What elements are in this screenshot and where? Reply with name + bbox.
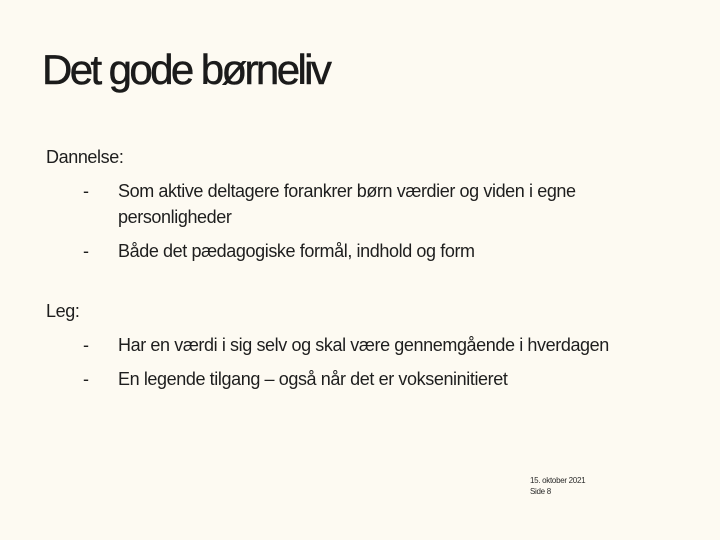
dash-bullet-icon: - xyxy=(83,241,89,261)
list-item xyxy=(46,332,686,358)
list-item-text: Både det pædagogiske formål, indhold og form xyxy=(118,241,475,261)
list-item xyxy=(46,366,686,392)
footer-date: 15. oktober 2021 xyxy=(530,476,586,485)
list-item xyxy=(46,238,686,264)
section-heading: Dannelse: xyxy=(46,147,124,167)
list-item-text: Har en værdi i sig selv og skal være gennemgående i hverdagen xyxy=(118,335,609,355)
section-leg xyxy=(46,298,686,400)
slide-footer xyxy=(530,475,585,497)
list-item xyxy=(46,178,686,230)
list-item-text: Som aktive deltagere forankrer børn værdier og viden i egne personligheder xyxy=(118,181,576,227)
slide-title: Det gode børneliv xyxy=(42,46,330,93)
section-heading: Leg: xyxy=(46,301,80,321)
section-dannelse xyxy=(46,144,686,272)
bullet-list xyxy=(46,178,686,264)
dash-bullet-icon: - xyxy=(83,369,89,389)
list-item-text: En legende tilgang – også når det er vokseninitieret xyxy=(118,369,508,389)
dash-bullet-icon: - xyxy=(83,335,89,355)
bullet-list xyxy=(46,332,686,392)
dash-bullet-icon: - xyxy=(83,181,89,201)
footer-page-number: Side 8 xyxy=(530,487,551,496)
